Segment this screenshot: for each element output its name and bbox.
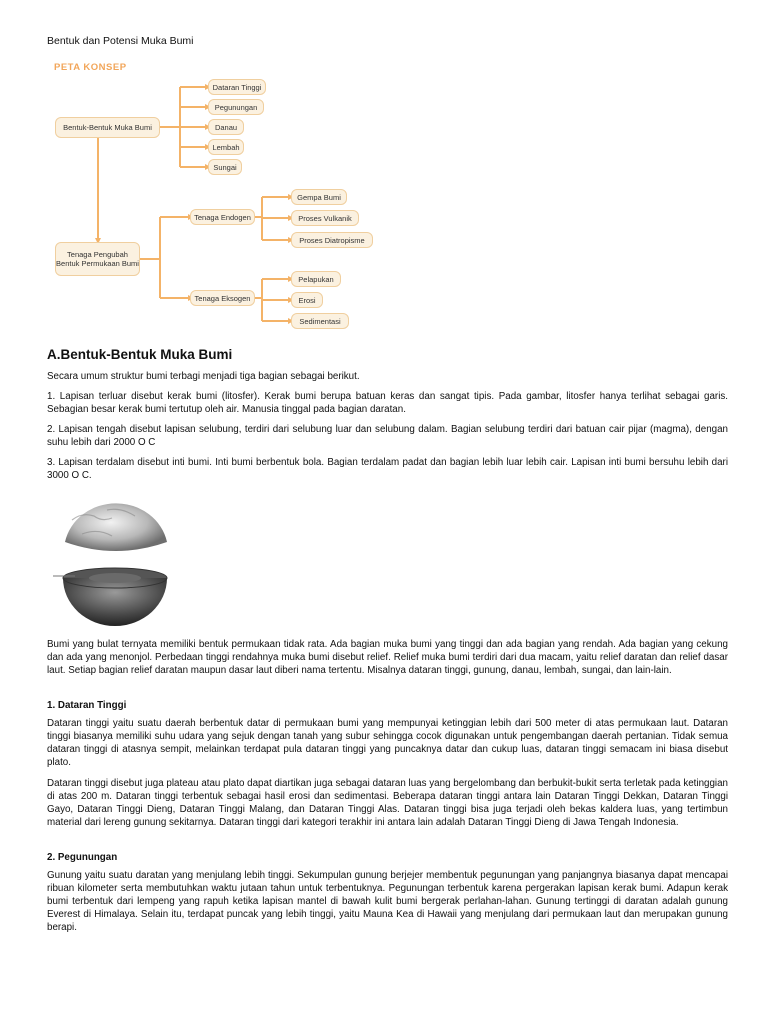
paragraph-layer-3: 3. Lapisan terdalam disebut inti bumi. Inti bumi berbentuk bola. Bagian terdalam padat dan bagian lebih luar lebih cair. Lapisan inti bumi bersuhu lebih dari 3000 O C. <box>47 457 728 481</box>
concept-root-tenaga: Tenaga Pengubah Bentuk Permukaan Bumi <box>55 242 140 276</box>
paragraph-intro: Secara umum struktur bumi terbagi menjadi tiga bagian sebagai berikut. <box>47 371 360 382</box>
concept-eksogen-item: Pelapukan <box>291 271 341 287</box>
paragraph-dataran-tinggi-2: Dataran tinggi disebut juga plateau atau plato dapat diartikan juga sebagai dataran luas yang bergelombang dan berbukit-bukit serta terletak pada ketinggian di atas 200 m. Dataran tinggi terbentuk sebagai hasil erosi dan sedimentasi. Beberapa dataran tinggi antara lain Dataran Tinggi Dekkan, Dataran Tinggi Gayo, Dataran Tinggi Dieng, Dataran Tinggi Malang, dan Dataran Tinggi Alas. Dataran tinggi bisa juga terjadi oleh bekas kaldera luas, yang tertimbun material dari lereng gunung sekitarnya. Dataran tinggi dari kategori terakhir ini antara lain adalah Dataran Tinggi Dieng di Jawa Tengah Indonesia. <box>47 778 728 828</box>
paragraph-relief: Bumi yang bulat ternyata memiliki bentuk permukaan tidak rata. Ada bagian muka bumi yang tinggi dan ada bagian yang rendah. Ada bagian yang cekung dan ada yang menonjol. Perbedaan tinggi rendahnya muka bumi disebut relief. Relief muka bumi terdiri dari dua macam, yaitu relief daratan dan relief dasar laut. Setiap bagian relief daratan maupun dasar laut diberi nama tertentu. Misalnya dataran tinggi, gunung, danau, lembah, sungai, dan lain-lain. <box>47 639 728 676</box>
paragraph-dataran-tinggi-1: Dataran tinggi yaitu suatu daerah berbentuk datar di permukaan bumi yang mempunyai ketinggian lebih dari 500 meter di atas permukaan laut. Dataran tinggi biasanya memiliki suhu udara yang sejuk dengan tanah yang subur sehingga cocok digunakan untuk pengembangan daerah pertanian. Tidak semua dataran tinggi di atasnya sempit, melainkan terdapat pula dataran tinggi yang puncaknya datar dan cukup luas, dataran tinggi semacam ini biasa disebut plato. <box>47 718 728 768</box>
heading-dataran-tinggi: 1. Dataran Tinggi <box>47 700 127 711</box>
paragraph-layer-1: 1. Lapisan terluar disebut kerak bumi (litosfer). Kerak bumi berupa batuan keras dan sangat tipis. Pada gambar, litosfer hanya terlihat sebagai garis. Sebagian besar kerak bumi tertutup oleh air. Manusia tinggal pada bagian daratan. <box>47 391 728 415</box>
paragraph-pegunungan: Gunung yaitu suatu daratan yang menjulang lebih tinggi. Sekumpulan gunung berjejer membentuk pegunungan yang panjangnya biasanya dapat mencapai ribuan kilometer serta membutuhkan waktu jutaan tahun untuk terbentuknya. Pegunungan terbentuk karena pergerakan lapisan kerak bumi. Adapun kerak bumi terbentuk dari lempeng yang rapuh ketika lapisan mantel di bawah kulit bumi bergerak perlahan-lahan. Gunung tertinggi di daratan adalah gunung Everest di Himalaya. Selain itu, terdapat puncak yang lebih tinggi, yaitu Mauna Kea di Hawaii yang menjulang dari permukaan laut dan merupakan gunung berapi. <box>47 870 728 933</box>
concept-map-connectors <box>0 0 768 340</box>
concept-endogen: Tenaga Endogen <box>190 209 255 225</box>
concept-root-bentuk: Bentuk-Bentuk Muka Bumi <box>55 117 160 138</box>
paragraph-layer-2: 2. Lapisan tengah disebut lapisan selubung, terdiri dari selubung luar dan selubung dalam. Bagian selubung terdiri dari batuan cair pijar (magma), dengan suhu lebih dari 2000 O C <box>47 424 728 448</box>
section-title: A.Bentuk-Bentuk Muka Bumi <box>47 347 233 362</box>
concept-endogen-item: Proses Vulkanik <box>291 210 359 226</box>
concept-form-item: Danau <box>208 119 244 135</box>
concept-endogen-item: Proses Diatropisme <box>291 232 373 248</box>
heading-pegunungan: 2. Pegunungan <box>47 852 118 863</box>
concept-form-item: Sungai <box>208 159 242 175</box>
concept-form-item: Lembah <box>208 139 244 155</box>
concept-eksogen: Tenaga Eksogen <box>190 290 255 306</box>
concept-form-item: Dataran Tinggi <box>208 79 266 95</box>
concept-endogen-item: Gempa Bumi <box>291 189 347 205</box>
concept-map-title: PETA KONSEP <box>54 62 127 73</box>
earth-layers-illustration <box>47 490 177 630</box>
concept-eksogen-item: Erosi <box>291 292 323 308</box>
concept-eksogen-item: Sedimentasi <box>291 313 349 329</box>
document-header: Bentuk dan Potensi Muka Bumi <box>47 35 194 47</box>
concept-form-item: Pegunungan <box>208 99 264 115</box>
